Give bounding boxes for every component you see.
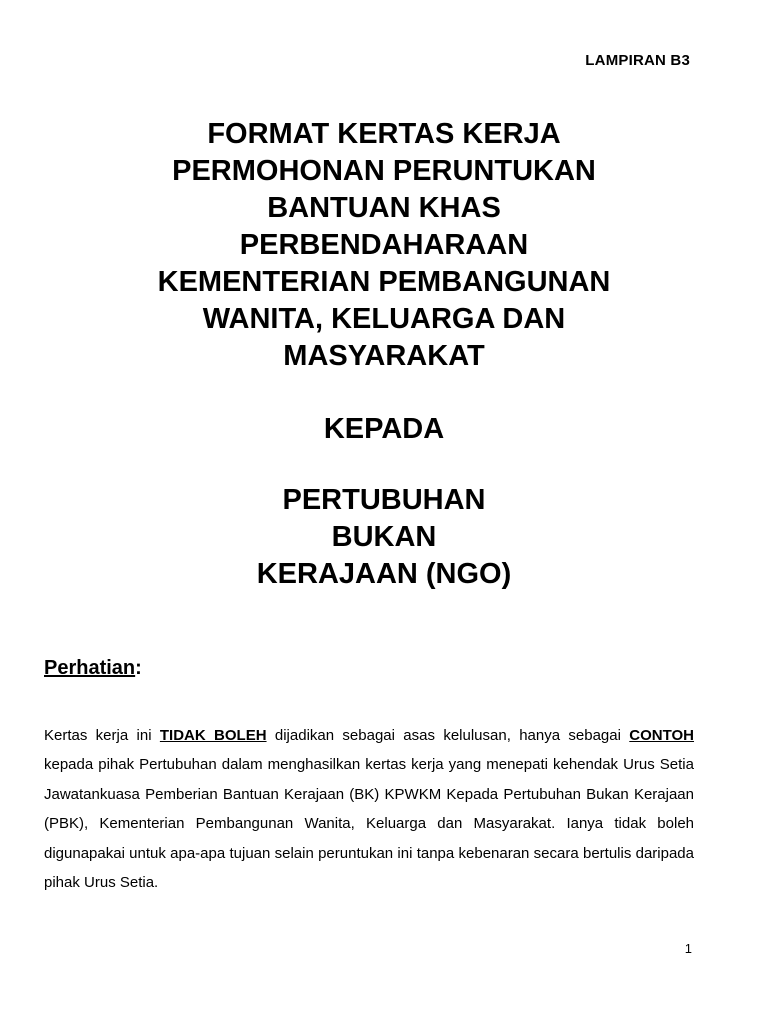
notice-heading-label: Perhatian xyxy=(44,657,136,679)
notice-text: dijadikan sebagai asas kelulusan, hanya sebagai xyxy=(266,727,630,744)
recipient-line: PERTUBUHAN xyxy=(282,484,486,516)
notice-heading-colon: : xyxy=(135,657,142,679)
document-title xyxy=(0,116,768,375)
title-line: FORMAT KERTAS KERJA xyxy=(207,118,561,150)
kepada-heading: KEPADA xyxy=(323,413,445,445)
notice-text: kepada pihak Pertubuhan dalam menghasilkan kertas kerja yang menepati kehendak Urus Setia Jawatankuasa Pemberian Bantuan Kerajaan (BK) KPWKM Kepada Pertubuhan Bukan Kerajaan (PBK), Kementerian Pembangunan Wanita, Keluarga dan Masyarakat. Ianya tidak boleh digunapakai untuk apa-apa tujuan selain peruntukan ini tanpa kebenaran secara bertulis daripada pihak Urus Setia. xyxy=(44,756,694,892)
notice-paragraph xyxy=(44,721,694,897)
title-line: BANTUAN KHAS xyxy=(267,192,501,224)
notice-heading xyxy=(44,657,142,680)
notice-emphasis-tidak-boleh: TIDAK BOLEH xyxy=(159,727,267,744)
title-line: PERMOHONAN PERUNTUKAN xyxy=(172,155,596,187)
title-line: MASYARAKAT xyxy=(283,340,485,372)
notice-text: Kertas kerja ini xyxy=(44,727,160,744)
recipient-line: BUKAN xyxy=(331,521,437,553)
title-line: WANITA, KELUARGA DAN xyxy=(202,303,566,335)
title-line: PERBENDAHARAAN xyxy=(239,229,529,261)
notice-emphasis-contoh: CONTOH xyxy=(629,727,695,744)
title-line: KEMENTERIAN PEMBANGUNAN xyxy=(157,266,611,298)
attachment-label: LAMPIRAN B3 xyxy=(585,52,690,69)
recipient-line: KERAJAAN (NGO) xyxy=(256,558,512,590)
recipient-heading xyxy=(0,482,768,593)
page-number: 1 xyxy=(684,941,692,956)
